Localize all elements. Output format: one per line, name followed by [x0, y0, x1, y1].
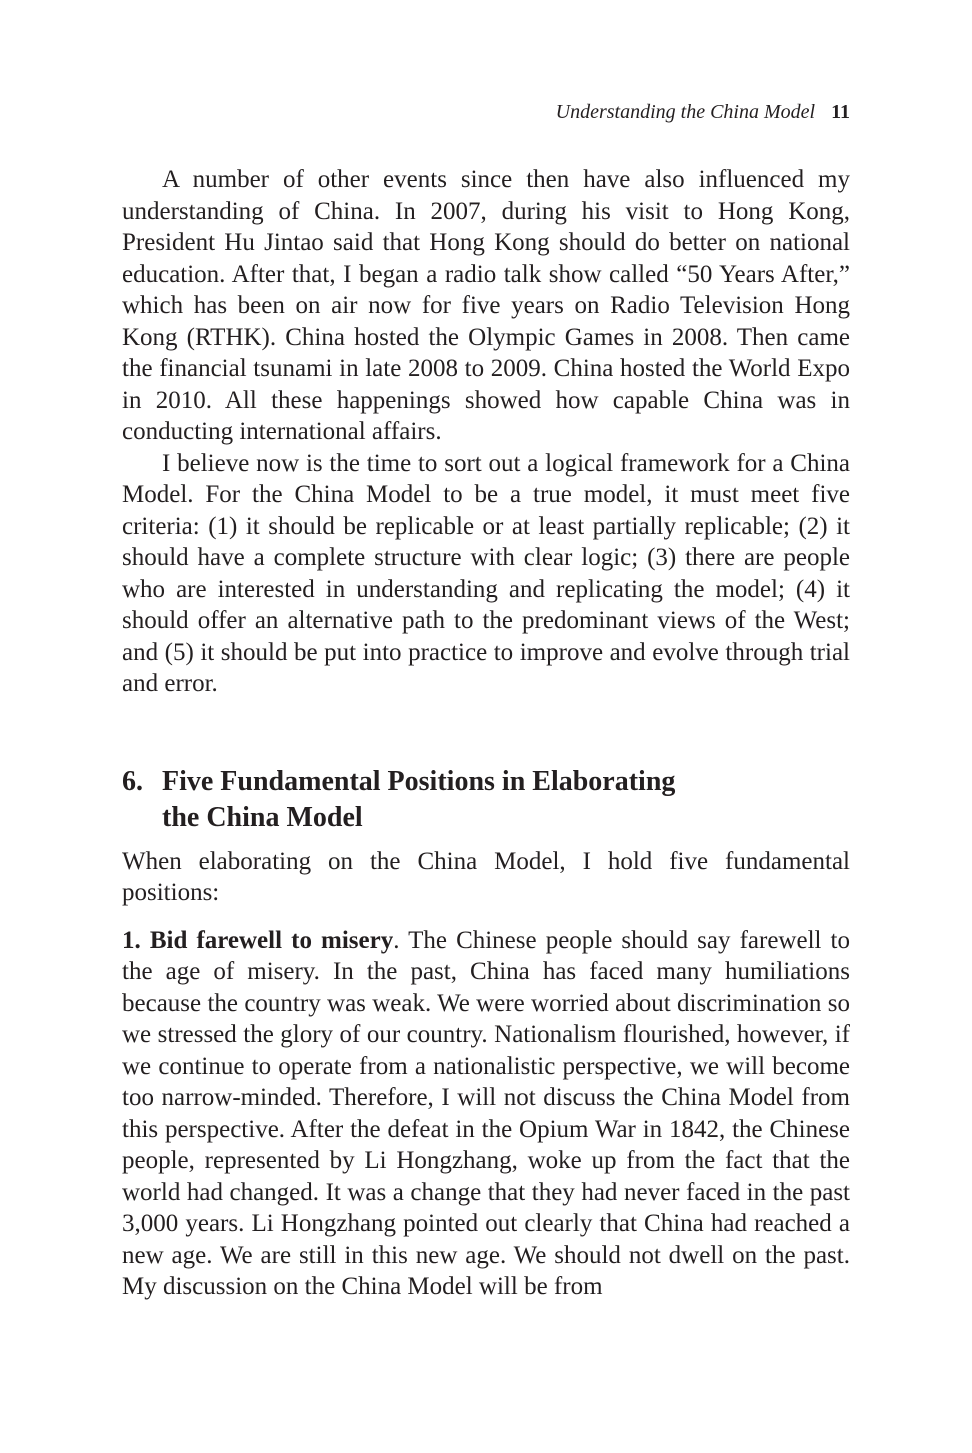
section-title-line-2: the China Model — [162, 801, 363, 833]
section-title-line-1: Five Fundamental Positions in Elaborating — [162, 765, 676, 797]
body-text — [122, 164, 850, 1303]
running-head — [556, 98, 850, 126]
section-heading — [122, 764, 850, 836]
point-1-paragraph — [122, 925, 850, 1303]
point-1-lead: 1. Bid farewell to misery — [122, 926, 394, 954]
point-1-text: . The Chinese people should say farewell to the age of misery. In the past, China has faced many humiliations because the country was weak. We were worried about discrimination so we stressed the glory of our country. Nationalism flourished, however, if we continue to operate from a nationalistic perspective, we will become too narrow-minded. Therefore, I will not discuss the China Model from this perspective. After the defeat in the Opium War in 1842, the Chinese people, represented by Li Hongzhang, woke up from the fact that the world had changed. It was a change that they had never faced in the past 3,000 years. Li Hongzhang pointed out clearly that China had reached a new age. We are still in this new age. We should not dwell on the past. My discussion on the China Model will be from — [122, 926, 850, 1300]
page-number: 11 — [831, 101, 850, 123]
section-title — [162, 764, 850, 836]
running-head-title: Understanding the China Model — [555, 101, 816, 123]
paragraph-events: A number of other events since then have also influenced my understanding of China. In 2007, during his visit to Hong Kong, President Hu Jintao said that Hong Kong should do better on national education. After that, I began a radio talk show called “50 Years After,” which has been on air now for five years on Radio Television Hong Kong (RTHK). China hosted the Olympic Games in 2008. Then came the financial tsunami in late 2008 to 2009. China hosted the World Expo in 2010. All these happenings showed how capable China was in conducting international affairs. — [122, 166, 850, 445]
section-intro: When elaborating on the China Model, I hold five fundamental positions: — [122, 847, 850, 906]
paragraph-criteria: I believe now is the time to sort out a logical framework for a China Model. For the China Model to be a true model, it must meet five criteria: (1) it should be replicable or at least partially replicable; (2) it should have a complete structure with clear logic; (3) there are people who are interested in understanding and replicating the model; (4) it should offer an alternative path to the predominant views of the West; and (5) it should be put into practice to improve and evolve through trial and error. — [122, 449, 850, 697]
section-number: 6. — [122, 765, 143, 797]
